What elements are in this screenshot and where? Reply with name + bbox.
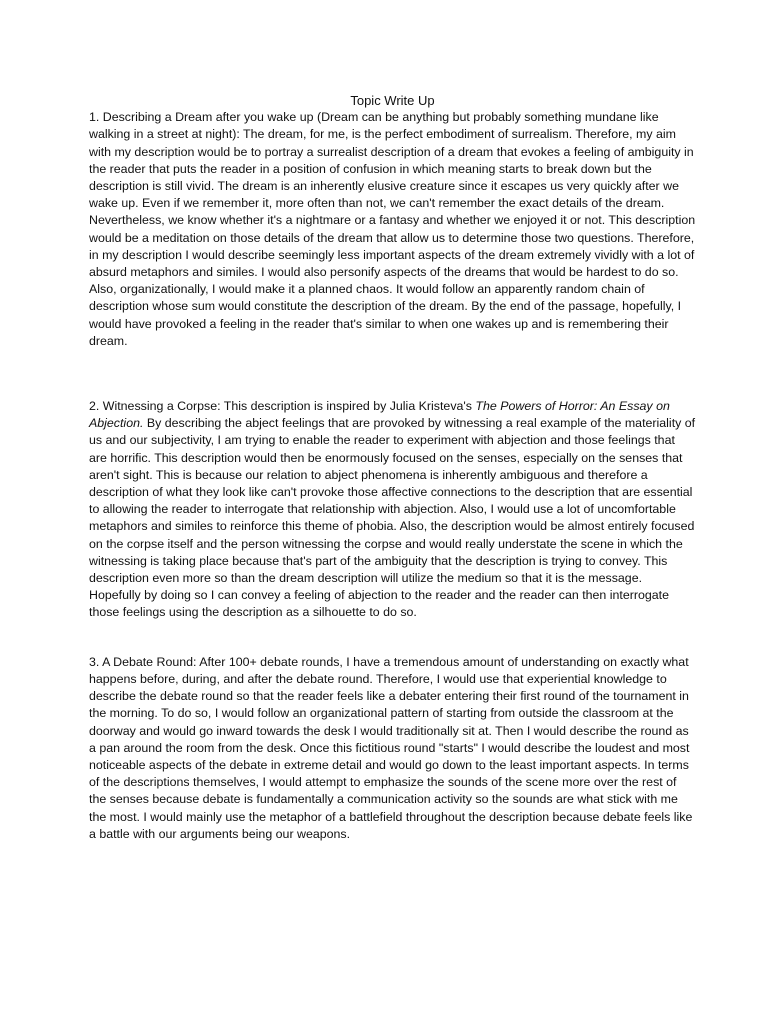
section-corpse [89,398,696,622]
section-corpse-intro: 2. Witnessing a Corpse: This description is inspired by Julia Kristeva's [89,399,476,414]
document-title: Topic Write Up [350,93,435,108]
section-dream: 1. Describing a Dream after you wake up (Dream can be anything but probably something mundane like walking in a street at night): The dream, for me, is the perfect embodiment of surrealism. Therefore, my aim with my description would be to portray a surrealist description of a dream that evokes a feeling of ambiguity in the reader that puts the reader in a position of confusion in which meaning starts to break down but the description is still vivid. The dream is an inherently elusive creature since it escapes us very quickly after we wake up. Even if we remember it, more often than not, we can't remember the exact details of the dream. Nevertheless, we know whether it's a nightmare or a fantasy and whether we enjoyed it or not. This description would be a meditation on those details of the dream that allow us to determine those two questions. Therefore, in my description I would describe seemingly less important aspects of the dream extremely vividly with a lot of absurd metaphors and similes. I would also personify aspects of the dreams that would be hardest to do so. Also, organizationally, I would make it a planned chaos. It would follow an apparently random chain of description whose sum would constitute the description of the dream. By the end of the passage, hopefully, I would have provoked a feeling in the reader that's similar to when one wakes up and is remembering their dream. [89,110,696,348]
section-corpse-body: By describing the abject feelings that are provoked by witnessing a real example of the materiality of us and our subjectivity, I am trying to enable the reader to experiment with abjection and those feelings that are horrific. This description would then be enormously focused on the senses, especially on the senses that aren't sight. This is because our relation to abject phenomena is inherently ambiguous and therefore a description of what they look like can't provoke those affective connections to the description that are essential to allowing the reader to interrogate that relationship with abjection. Also, I would use a lot of uncomfortable metaphors and similes to reinforce this theme of phobia. Also, the description would be almost entirely focused on the corpse itself and the person witnessing the corpse and would really understate the scene in which the witnessing is taking place because that's part of the ambiguity that the description is trying to convey. This description even more so than the dream description will utilize the medium so that it is the message. Hopefully by doing so I can convey a feeling of abjection to the reader and the reader can then interrogate those feelings using the description as a silhouette to do so. [89,416,696,620]
book-title: The Powers of Horror: An Essay on Abjection. [89,399,670,431]
paragraph-gap [89,350,696,398]
paragraph-gap [89,622,696,654]
section-debate: 3. A Debate Round: After 100+ debate rounds, I have a tremendous amount of understanding on exactly what happens before, during, and after the debate round. Therefore, I would use that experiential knowledge to describe the debate round so that the reader feels like a debater entering their first round of the tournament in the morning. To do so, I would follow an organizational pattern of starting from outside the classroom at the doorway and would go inward towards the desk I would traditionally sit at. Then I would describe the round as a pan around the room from the desk. Once this fictitious round "starts" I would describe the loudest and most noticeable aspects of the debate in extreme detail and would go down to the least important aspects. In terms of the descriptions themselves, I would attempt to emphasize the sounds of the scene more over the rest of the senses because debate is fundamentally a communication activity so the sounds are what stick with me the most. I would mainly use the metaphor of a battlefield throughout the description because debate feels like a battle with our arguments being our weapons. [89,654,693,841]
